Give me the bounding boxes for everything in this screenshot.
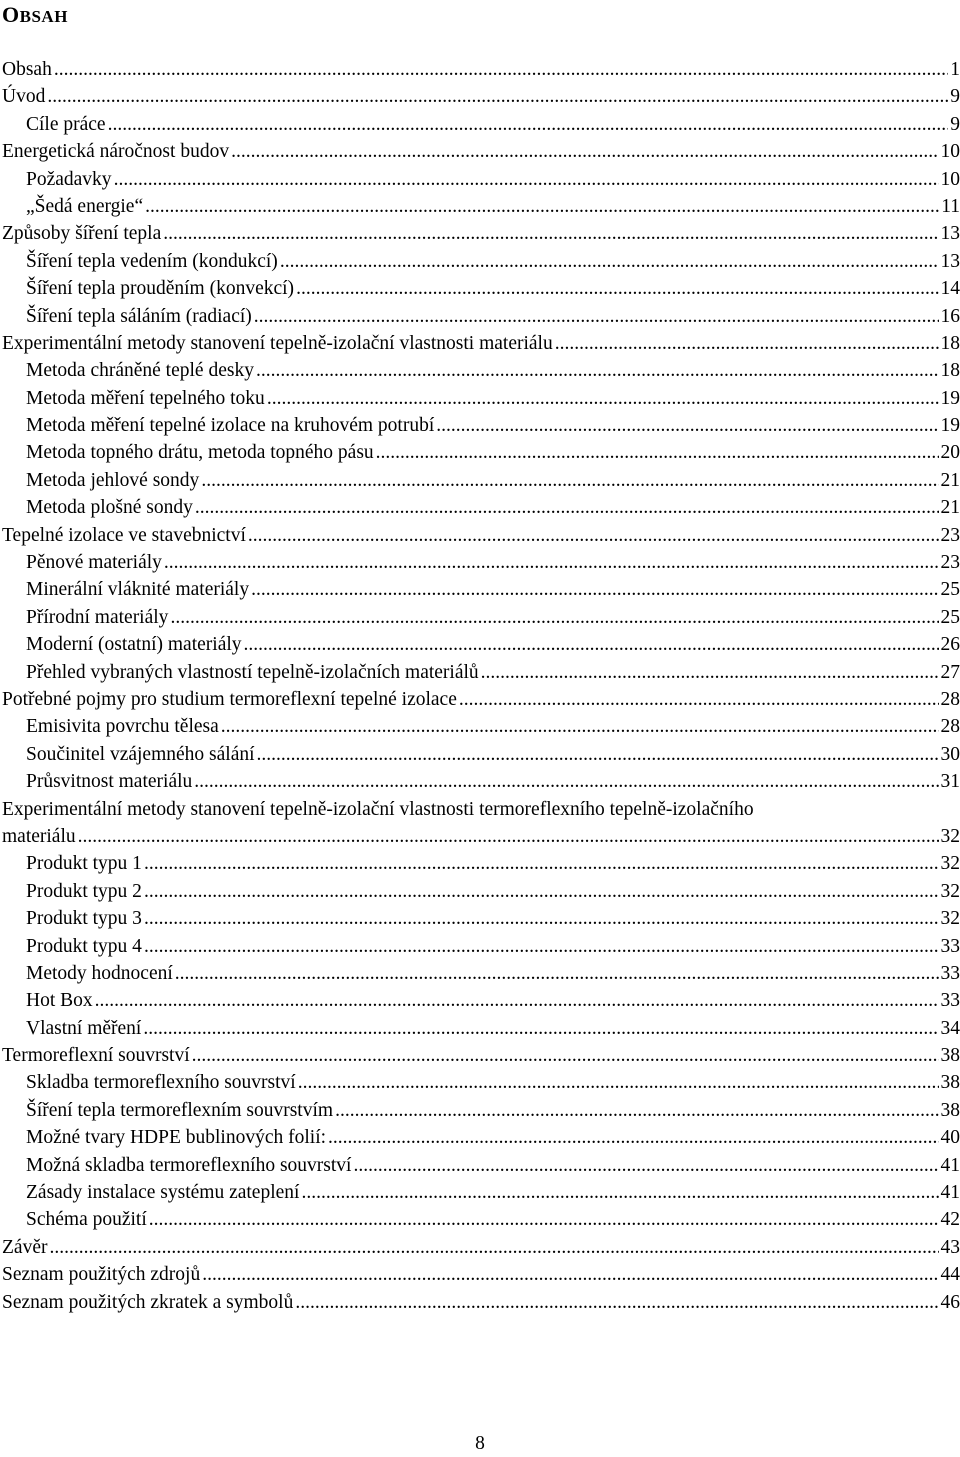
- toc-entry-page: 26: [940, 634, 960, 656]
- toc-entry-page: 27: [940, 661, 960, 683]
- toc-entry-title: Emisivita povrchu tělesa: [26, 716, 219, 738]
- dot-leader: [459, 686, 939, 713]
- toc-entry-title: Seznam použitých zkratek a symbolů: [2, 1291, 294, 1313]
- toc-entry-page: 16: [940, 305, 960, 327]
- toc-entry[interactable]: [2, 193, 960, 220]
- toc-entry-title: „Šedá energie“: [26, 195, 144, 217]
- toc-entry-title: Experimentální metody stanovení tepelně-izolační vlastnosti materiálu: [2, 332, 553, 354]
- toc-entry-title: Součinitel vzájemného sálání: [26, 743, 255, 765]
- toc-entry[interactable]: [2, 878, 960, 905]
- toc-entry-title: Úvod: [2, 86, 46, 108]
- toc-entry-page: 32: [940, 908, 960, 930]
- toc-entry[interactable]: [2, 522, 960, 549]
- toc-entry-title: Šíření tepla sáláním (radiací): [26, 305, 252, 327]
- toc-entry-page: 33: [940, 935, 960, 957]
- toc-entry-title: Produkt typu 1: [26, 853, 142, 875]
- toc-entry-page: 38: [940, 1072, 960, 1094]
- toc-entry-page: 33: [940, 990, 960, 1012]
- toc-entry-title: Závěr: [2, 1236, 48, 1258]
- toc-entry-page: 18: [940, 332, 960, 354]
- toc-entry[interactable]: [2, 56, 960, 83]
- dot-leader: [144, 878, 939, 905]
- dot-leader: [231, 138, 938, 165]
- toc-entry-page: 46: [940, 1291, 960, 1313]
- dot-leader: [144, 905, 939, 932]
- dot-leader: [280, 248, 939, 275]
- toc-entry-page: 38: [940, 1099, 960, 1121]
- toc-entry-title: Produkt typu 2: [26, 880, 142, 902]
- toc-entry[interactable]: [2, 796, 960, 851]
- toc-entry-page: 20: [940, 442, 960, 464]
- toc-entry-title: Produkt typu 4: [26, 935, 142, 957]
- toc-entry-page: 19: [940, 387, 960, 409]
- dot-leader: [436, 412, 938, 439]
- toc-entry[interactable]: [2, 576, 960, 603]
- toc-entry-page: 28: [940, 716, 960, 738]
- toc-entry-page: 23: [940, 552, 960, 574]
- toc-entry-title: Obsah: [2, 59, 52, 80]
- toc-entry-page: 34: [940, 1017, 960, 1039]
- toc-entry-page: 31: [940, 771, 960, 793]
- toc-entry-title: Metoda plošné sondy: [26, 497, 193, 519]
- toc-entry-page: 44: [940, 1264, 960, 1286]
- toc-entry-title: Metoda jehlové sondy: [26, 469, 200, 491]
- toc-entry[interactable]: [2, 659, 960, 686]
- toc-entry[interactable]: [2, 357, 960, 384]
- toc-entry-title: Potřebné pojmy pro studium termoreflexní tepelné izolace: [2, 688, 457, 710]
- toc-entry-page: 40: [940, 1127, 960, 1149]
- toc-entry-page: 28: [940, 688, 960, 710]
- toc-entry-title: Šíření tepla vedením (kondukcí): [26, 250, 278, 272]
- dot-leader: [328, 1124, 938, 1151]
- dot-leader: [175, 960, 939, 987]
- dot-leader: [248, 522, 939, 549]
- toc-entry-title: Přírodní materiály: [26, 606, 169, 628]
- toc-entry-title: Požadavky: [26, 168, 112, 190]
- page-title-rest: BSAH: [19, 7, 68, 26]
- dot-leader: [164, 549, 939, 576]
- toc-entry-title: Šíření tepla termoreflexním souvrstvím: [26, 1099, 334, 1121]
- dot-leader: [194, 768, 938, 795]
- toc-entry[interactable]: [2, 303, 960, 330]
- toc-entry-page: 9: [950, 113, 960, 135]
- dot-leader: [254, 303, 939, 330]
- toc-entry-page: 42: [940, 1209, 960, 1231]
- toc-entry-page: 41: [940, 1154, 960, 1176]
- toc-entry-title: Metoda chráněné teplé desky: [26, 360, 254, 382]
- dot-leader: [221, 713, 939, 740]
- toc-entry-page: 19: [940, 415, 960, 437]
- toc-entry[interactable]: [2, 1097, 960, 1124]
- toc-entry-page: 9: [950, 86, 960, 108]
- dot-leader: [54, 56, 948, 83]
- toc-entry[interactable]: [2, 439, 960, 466]
- dot-leader: [202, 1261, 938, 1288]
- dot-leader: [49, 1234, 938, 1261]
- toc-entry[interactable]: [2, 933, 960, 960]
- toc-entry-page: 32: [940, 880, 960, 902]
- toc-entry[interactable]: [2, 412, 960, 439]
- dot-leader: [170, 604, 938, 631]
- toc-entry[interactable]: [2, 330, 960, 357]
- toc-entry[interactable]: [2, 905, 960, 932]
- toc-entry[interactable]: [2, 850, 960, 877]
- toc-entry[interactable]: [2, 494, 960, 521]
- toc-entry-title: Metoda měření tepelné izolace na kruhovém potrubí: [26, 415, 435, 437]
- toc-entry-page: 32: [940, 853, 960, 875]
- toc-entry-title: Průsvitnost materiálu: [26, 771, 193, 793]
- dot-leader: [78, 823, 939, 850]
- dot-leader: [195, 494, 939, 521]
- toc-entry[interactable]: [2, 768, 960, 795]
- toc-entry[interactable]: [2, 248, 960, 275]
- toc-entry[interactable]: [2, 111, 960, 138]
- toc-entry-page: 13: [940, 223, 960, 245]
- toc-entry-page: 43: [940, 1236, 960, 1258]
- toc-entry[interactable]: [2, 467, 960, 494]
- toc-entry[interactable]: [2, 1179, 960, 1206]
- toc-entry[interactable]: [2, 604, 960, 631]
- toc-entry-title: Termoreflexní souvrství: [2, 1045, 190, 1067]
- toc-entry[interactable]: [2, 275, 960, 302]
- toc-entry-title: Přehled vybraných vlastností tepelně-izolačních materiálů: [26, 661, 479, 683]
- toc-entry-title: Cíle práce: [26, 113, 106, 135]
- toc-entry-page: 10: [940, 141, 960, 163]
- toc-entry[interactable]: [2, 987, 960, 1014]
- toc-entry-page: 21: [940, 469, 960, 491]
- dot-leader: [555, 330, 939, 357]
- dot-leader: [114, 166, 939, 193]
- page-title-initial: O: [2, 2, 20, 27]
- toc-entry[interactable]: [2, 1069, 960, 1096]
- dot-leader: [149, 1206, 939, 1233]
- toc-entry[interactable]: [2, 1289, 960, 1316]
- toc-entry-page: 38: [940, 1045, 960, 1067]
- dot-leader: [353, 1152, 938, 1179]
- toc-entry-title: Produkt typu 3: [26, 908, 142, 930]
- dot-leader: [256, 357, 939, 384]
- toc-entry-title: Minerální vláknité materiály: [26, 579, 250, 601]
- page-title: [2, 0, 68, 32]
- toc-entry-page: 30: [940, 743, 960, 765]
- toc-entry-title: Metoda topného drátu, metoda topného pásu: [26, 442, 374, 464]
- toc-entry-title: Energetická náročnost budov: [2, 141, 230, 163]
- toc-entry-title: Pěnové materiály: [26, 552, 162, 574]
- toc-entry-page: 13: [940, 250, 960, 272]
- toc-entry-page: 32: [940, 825, 960, 847]
- toc-entry[interactable]: [2, 1042, 960, 1069]
- toc-entry-title: Zásady instalace systému zateplení: [26, 1182, 300, 1204]
- toc-entry-title: Možné tvary HDPE bublinových folií:: [26, 1127, 327, 1149]
- toc-entry[interactable]: [2, 549, 960, 576]
- toc-entry-page: 11: [941, 195, 960, 217]
- toc-entry-page: 23: [940, 524, 960, 546]
- toc-entry[interactable]: [2, 1152, 960, 1179]
- dot-leader: [244, 631, 939, 658]
- dot-leader: [298, 1069, 939, 1096]
- toc-entry-title: Šíření tepla prouděním (konvekcí): [26, 278, 295, 300]
- toc-entry-title: Metoda měření tepelného toku: [26, 387, 265, 409]
- toc-entry-page: 1: [950, 59, 960, 80]
- toc-entry-page: 41: [940, 1182, 960, 1204]
- toc-entry[interactable]: [2, 631, 960, 658]
- dot-leader: [335, 1097, 938, 1124]
- toc-entry-title: Moderní (ostatní) materiály: [26, 634, 242, 656]
- toc-entry[interactable]: [2, 1261, 960, 1288]
- toc-entry-page: 18: [940, 360, 960, 382]
- toc-entry[interactable]: [2, 741, 960, 768]
- toc-entry[interactable]: [2, 1234, 960, 1261]
- dot-leader: [296, 275, 938, 302]
- dot-leader: [295, 1289, 938, 1316]
- toc-entry[interactable]: [2, 960, 960, 987]
- dot-leader: [301, 1179, 938, 1206]
- toc-entry[interactable]: [2, 686, 960, 713]
- toc-entry-title: Schéma použití: [26, 1209, 147, 1231]
- toc-entry-page: 10: [940, 168, 960, 190]
- toc-entry[interactable]: [2, 138, 960, 165]
- toc-entry[interactable]: [2, 1124, 960, 1151]
- toc-entry-title: Seznam použitých zdrojů: [2, 1264, 201, 1286]
- toc-entry[interactable]: [2, 1015, 960, 1042]
- table-of-contents: [2, 56, 960, 1316]
- dot-leader: [481, 659, 939, 686]
- dot-leader: [251, 576, 938, 603]
- dot-leader: [144, 933, 939, 960]
- dot-leader: [192, 1042, 939, 1069]
- toc-entry[interactable]: [2, 713, 960, 740]
- toc-entry-title: Skladba termoreflexního souvrství: [26, 1072, 296, 1094]
- dot-leader: [201, 467, 938, 494]
- dot-leader: [95, 987, 939, 1014]
- toc-entry-title: Tepelné izolace ve stavebnictví: [2, 524, 246, 546]
- toc-entry-page: 25: [940, 579, 960, 601]
- toc-entry-page: 21: [940, 497, 960, 519]
- toc-entry-page: 14: [940, 278, 960, 300]
- toc-entry[interactable]: [2, 83, 960, 110]
- dot-leader: [144, 850, 939, 877]
- toc-entry-title: Experimentální metody stanovení tepelně-izolační vlastnosti termoreflexního tepelně-izolačního: [2, 798, 754, 820]
- toc-entry-title-continued: materiálu: [2, 825, 76, 847]
- dot-leader: [145, 193, 939, 220]
- page-number: 8: [475, 1433, 485, 1454]
- toc-entry-title: Hot Box: [26, 990, 93, 1012]
- toc-entry[interactable]: [2, 166, 960, 193]
- toc-entry-title: Vlastní měření: [26, 1017, 142, 1039]
- toc-entry-title: Metody hodnocení: [26, 962, 173, 984]
- dot-leader: [143, 1015, 938, 1042]
- dot-leader: [376, 439, 939, 466]
- toc-entry[interactable]: [2, 220, 960, 247]
- dot-leader: [163, 220, 938, 247]
- dot-leader: [108, 111, 949, 138]
- toc-entry-page: 25: [940, 606, 960, 628]
- dot-leader: [267, 385, 939, 412]
- toc-entry[interactable]: [2, 1206, 960, 1233]
- dot-leader: [47, 83, 948, 110]
- dot-leader: [257, 741, 939, 768]
- toc-entry-page: 33: [940, 962, 960, 984]
- toc-entry[interactable]: [2, 385, 960, 412]
- toc-entry-title: Způsoby šíření tepla: [2, 223, 162, 245]
- toc-entry-title: Možná skladba termoreflexního souvrství: [26, 1154, 352, 1176]
